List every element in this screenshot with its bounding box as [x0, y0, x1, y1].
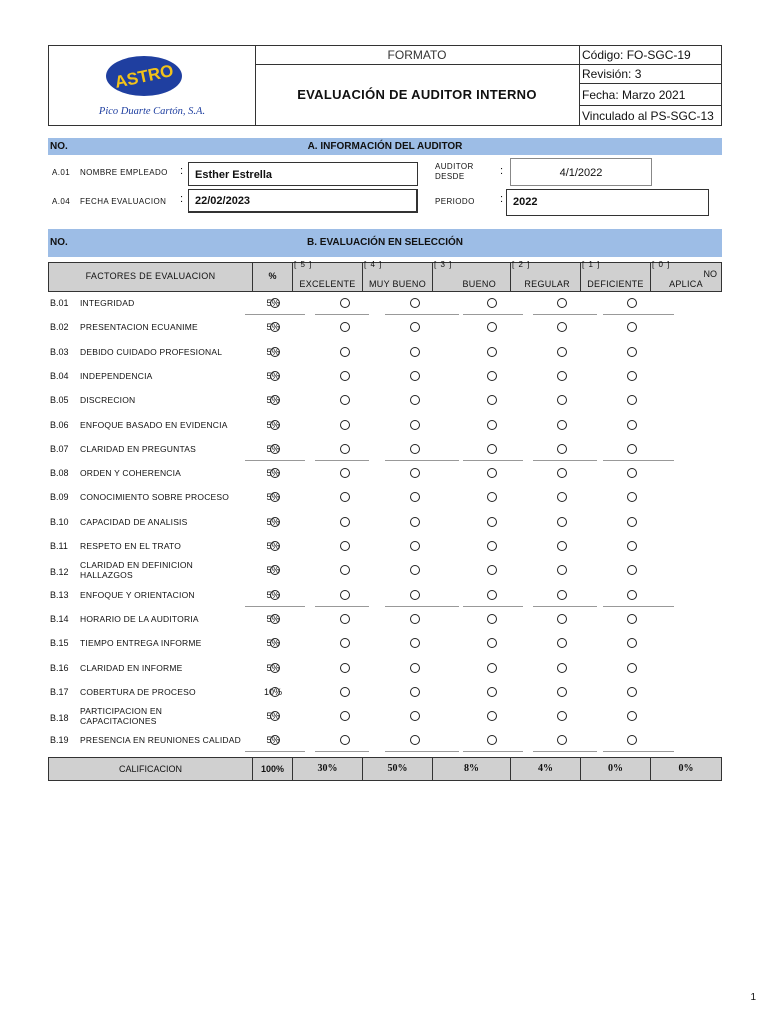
- radio-muy-bueno[interactable]: [340, 492, 350, 502]
- table-row: [48, 341, 722, 365]
- doc-code: Código: FO-SGC-19: [580, 46, 721, 65]
- radio-deficiente[interactable]: [557, 395, 567, 405]
- company-name: Pico Duarte Cartón, S.A.: [98, 106, 206, 117]
- row-code: B.12: [50, 567, 69, 578]
- row-weight: 10%: [263, 686, 282, 697]
- radio-muy-bueno[interactable]: [340, 614, 350, 624]
- radio-deficiente[interactable]: [557, 565, 567, 575]
- radio-deficiente[interactable]: [557, 322, 567, 332]
- col-excelente: [ 5 ] EXCELENTE: [293, 263, 363, 291]
- row-underline: [654, 751, 674, 752]
- radio-regular[interactable]: [487, 517, 497, 527]
- document-header: [48, 45, 722, 126]
- row-underline: [654, 314, 674, 315]
- radio-deficiente[interactable]: [557, 444, 567, 454]
- score-excelente: 30%: [293, 758, 363, 780]
- a04-code: A.04: [52, 197, 71, 206]
- radio-regular[interactable]: [487, 565, 497, 575]
- score-footer: [48, 757, 722, 781]
- radio-bueno[interactable]: [410, 614, 420, 624]
- score-bueno: 8%: [433, 758, 511, 780]
- radio-excelente[interactable]: [270, 590, 280, 600]
- row-underline: [654, 460, 674, 461]
- radio-excelente[interactable]: [270, 541, 280, 551]
- radio-excelente[interactable]: [270, 687, 280, 697]
- radio-regular[interactable]: [487, 468, 497, 478]
- col-pct: %: [253, 263, 293, 291]
- row-factor: CLARIDAD EN PREGUNTAS: [80, 443, 196, 454]
- row-factor: CONOCIMIENTO SOBRE PROCESO: [80, 492, 230, 503]
- a04-label: FECHA EVALUACION: [80, 197, 167, 206]
- evaluation-table-header: [48, 262, 722, 292]
- radio-no-aplica[interactable]: [627, 395, 637, 405]
- doc-revision: Revisión: 3: [580, 65, 721, 84]
- doc-linked: Vinculado al PS-SGC-13: [582, 109, 714, 123]
- row-factor: INDEPENDENCIA: [80, 370, 153, 381]
- radio-bueno[interactable]: [410, 541, 420, 551]
- row-factor: DISCRECION: [80, 395, 136, 406]
- radio-bueno[interactable]: [410, 663, 420, 673]
- row-underline: [654, 606, 674, 607]
- radio-excelente[interactable]: [270, 347, 280, 357]
- format-label: FORMATO: [255, 46, 580, 65]
- radio-muy-bueno[interactable]: [340, 371, 350, 381]
- row-weight: 5%: [266, 298, 280, 308]
- table-row: [48, 292, 722, 316]
- row-factor: HORARIO DE LA AUDITORIA: [80, 613, 199, 624]
- row-underline: [315, 606, 369, 607]
- radio-deficiente[interactable]: [557, 347, 567, 357]
- row-underline: [385, 314, 459, 315]
- radio-no-aplica[interactable]: [627, 347, 637, 357]
- row-weight: 5%: [266, 516, 280, 527]
- table-row: [48, 365, 722, 389]
- radio-no-aplica[interactable]: [627, 614, 637, 624]
- row-code: B.04: [50, 370, 69, 381]
- evaluation-date-field[interactable]: 22/02/2023: [188, 189, 418, 213]
- radio-deficiente[interactable]: [557, 735, 567, 745]
- row-code: B.02: [50, 322, 69, 333]
- radio-regular[interactable]: [487, 298, 497, 308]
- row-underline: [463, 314, 523, 315]
- radio-no-aplica[interactable]: [627, 298, 637, 308]
- row-underline: [385, 460, 459, 461]
- row-factor: ORDEN Y COHERENCIA: [80, 468, 182, 479]
- logo-text: ASTRO: [113, 61, 176, 92]
- periodo-colon: :: [500, 193, 504, 205]
- radio-no-aplica[interactable]: [627, 687, 637, 697]
- radio-bueno[interactable]: [410, 298, 420, 308]
- row-weight: 5%: [266, 395, 280, 406]
- auditor-desde-label: AUDITOR DESDE: [435, 162, 474, 181]
- table-row: [48, 632, 722, 656]
- radio-regular[interactable]: [487, 638, 497, 648]
- row-underline: [245, 460, 305, 461]
- section-b-title: B. EVALUACIÓN EN SELECCIÓN: [307, 237, 463, 248]
- row-weight: 5%: [266, 492, 280, 503]
- radio-no-aplica[interactable]: [627, 590, 637, 600]
- row-factor: CLARIDAD EN INFORME: [80, 662, 183, 673]
- logo-cell: [49, 46, 256, 125]
- radio-excelente[interactable]: [270, 298, 280, 308]
- doc-title: EVALUACIÓN DE AUDITOR INTERNO: [255, 65, 580, 125]
- radio-muy-bueno[interactable]: [340, 395, 350, 405]
- radio-regular[interactable]: [487, 420, 497, 430]
- employee-name-field[interactable]: Esther Estrella: [188, 162, 418, 186]
- radio-regular[interactable]: [487, 541, 497, 551]
- auditor-since-field[interactable]: 4/1/2022: [510, 158, 652, 186]
- row-code: B.11: [50, 541, 68, 551]
- table-row: [48, 705, 722, 729]
- table-row: [48, 389, 722, 413]
- radio-regular[interactable]: [487, 347, 497, 357]
- a01-code: A.01: [52, 168, 71, 177]
- radio-no-aplica[interactable]: [627, 517, 637, 527]
- col-bueno: [ 3 ] BUENO: [433, 263, 511, 291]
- periodo-label: PERIODO: [435, 197, 475, 206]
- row-underline: [463, 606, 523, 607]
- radio-no-aplica[interactable]: [627, 735, 637, 745]
- row-code: B.10: [50, 516, 69, 527]
- table-row: [48, 535, 722, 559]
- radio-no-aplica[interactable]: [627, 541, 637, 551]
- radio-bueno[interactable]: [410, 347, 420, 357]
- section-b-bar: [48, 229, 722, 257]
- row-underline: [463, 751, 523, 752]
- table-row: [48, 729, 722, 753]
- score-no-aplica: 0%: [678, 763, 694, 774]
- radio-muy-bueno[interactable]: [340, 687, 350, 697]
- row-weight: 5%: [266, 613, 280, 624]
- score-muy-bueno: 50%: [363, 758, 433, 780]
- a04-colon: :: [180, 193, 184, 205]
- row-underline: [245, 314, 305, 315]
- row-factor: PARTICIPACION EN CAPACITACIONES: [80, 706, 163, 727]
- radio-muy-bueno[interactable]: [340, 444, 350, 454]
- radio-muy-bueno[interactable]: [340, 590, 350, 600]
- row-code: B.18: [50, 713, 69, 724]
- table-row: [48, 681, 722, 705]
- row-weight: 5%: [266, 589, 280, 600]
- row-code: B.17: [50, 686, 69, 697]
- row-underline: [245, 751, 305, 752]
- score-deficiente: 0%: [581, 758, 651, 780]
- radio-deficiente[interactable]: [557, 711, 567, 721]
- radio-deficiente[interactable]: [557, 371, 567, 381]
- table-row: [48, 511, 722, 535]
- row-underline: [385, 606, 459, 607]
- row-code: B.03: [50, 346, 69, 357]
- table-row: [48, 462, 722, 486]
- radio-muy-bueno[interactable]: [340, 541, 350, 551]
- row-code: B.05: [50, 395, 69, 406]
- radio-regular[interactable]: [487, 735, 497, 745]
- radio-bueno[interactable]: [410, 735, 420, 745]
- a01-colon: :: [180, 165, 184, 177]
- row-underline: [315, 751, 369, 752]
- radio-excelente[interactable]: [270, 444, 280, 454]
- radio-deficiente[interactable]: [557, 468, 567, 478]
- astro-logo: [104, 54, 184, 98]
- row-code: B.09: [50, 492, 69, 503]
- section-a-title: A. INFORMACIÓN DEL AUDITOR: [307, 141, 463, 152]
- radio-bueno[interactable]: [410, 687, 420, 697]
- row-factor: CAPACIDAD DE ANALISIS: [80, 516, 188, 527]
- radio-regular[interactable]: [487, 711, 497, 721]
- radio-deficiente[interactable]: [557, 614, 567, 624]
- radio-bueno[interactable]: [410, 444, 420, 454]
- radio-regular[interactable]: [487, 663, 497, 673]
- period-field[interactable]: 2022: [506, 189, 709, 216]
- col-deficiente: [ 1 ] DEFICIENTE: [581, 263, 651, 291]
- row-underline: [533, 460, 597, 461]
- row-weight: 5%: [266, 443, 280, 454]
- radio-excelente[interactable]: [270, 420, 280, 430]
- section-a-bar: [48, 138, 722, 155]
- radio-bueno[interactable]: [410, 711, 420, 721]
- row-weight: 5%: [266, 468, 280, 479]
- radio-regular[interactable]: [487, 371, 497, 381]
- row-code: B.13: [50, 589, 69, 600]
- row-code: B.01: [50, 298, 69, 308]
- row-factor: PRESENCIA EN REUNIONES CALIDAD: [80, 735, 241, 746]
- radio-no-aplica[interactable]: [627, 492, 637, 502]
- row-code: B.19: [50, 735, 69, 746]
- row-weight: 5%: [266, 735, 280, 746]
- row-factor: ENFOQUE Y ORIENTACION: [80, 589, 195, 600]
- radio-regular[interactable]: [487, 395, 497, 405]
- page-number: 1: [750, 992, 756, 1003]
- radio-muy-bueno[interactable]: [340, 735, 350, 745]
- radio-muy-bueno[interactable]: [340, 468, 350, 478]
- radio-muy-bueno[interactable]: [340, 663, 350, 673]
- radio-bueno[interactable]: [410, 322, 420, 332]
- radio-bueno[interactable]: [410, 371, 420, 381]
- radio-bueno[interactable]: [410, 638, 420, 648]
- row-weight: 5%: [266, 370, 280, 381]
- row-factor: CLARIDAD EN DEFINICION HALLAZGOS: [80, 560, 194, 581]
- radio-no-aplica[interactable]: [627, 420, 637, 430]
- radio-regular[interactable]: [487, 322, 497, 332]
- radio-excelente[interactable]: [270, 614, 280, 624]
- calificacion-label: CALIFICACION: [49, 758, 253, 780]
- radio-no-aplica[interactable]: [627, 444, 637, 454]
- row-weight: 5%: [266, 662, 280, 673]
- radio-deficiente[interactable]: [557, 541, 567, 551]
- radio-deficiente[interactable]: [557, 687, 567, 697]
- row-factor: TIEMPO ENTREGA INFORME: [80, 638, 202, 649]
- row-underline: [463, 460, 523, 461]
- table-row: [48, 608, 722, 632]
- section-b-no: NO.: [50, 237, 68, 248]
- radio-muy-bueno[interactable]: [340, 322, 350, 332]
- radio-no-aplica[interactable]: [627, 322, 637, 332]
- row-weight: 5%: [266, 346, 280, 357]
- radio-no-aplica[interactable]: [627, 468, 637, 478]
- table-row: [48, 657, 722, 681]
- row-weight: 5%: [266, 565, 280, 576]
- row-code: B.08: [50, 468, 69, 479]
- row-factor: INTEGRIDAD: [80, 298, 135, 308]
- row-factor: PRESENTACION ECUANIME: [80, 322, 198, 333]
- row-weight: 5%: [266, 711, 280, 722]
- radio-muy-bueno[interactable]: [340, 347, 350, 357]
- row-weight: 5%: [266, 322, 280, 333]
- row-underline: [245, 606, 305, 607]
- row-weight: 5%: [266, 638, 280, 649]
- radio-bueno[interactable]: [410, 565, 420, 575]
- radio-deficiente[interactable]: [557, 517, 567, 527]
- radio-muy-bueno[interactable]: [340, 517, 350, 527]
- row-underline: [533, 606, 597, 607]
- table-row: [48, 438, 722, 462]
- radio-excelente[interactable]: [270, 371, 280, 381]
- radio-muy-bueno[interactable]: [340, 638, 350, 648]
- radio-no-aplica[interactable]: [627, 565, 637, 575]
- section-a-no: NO.: [50, 141, 68, 152]
- row-underline: [385, 751, 459, 752]
- col-no-aplica: [ 0 ] NO APLICA: [652, 260, 717, 289]
- radio-deficiente[interactable]: [557, 590, 567, 600]
- row-code: B.14: [50, 613, 69, 624]
- radio-no-aplica[interactable]: [627, 371, 637, 381]
- row-factor: RESPETO EN EL TRATO: [80, 541, 182, 551]
- radio-deficiente[interactable]: [557, 420, 567, 430]
- row-weight: 5%: [266, 419, 280, 430]
- row-underline: [315, 314, 369, 315]
- col-regular: [ 2 ] REGULAR: [511, 263, 581, 291]
- radio-bueno[interactable]: [410, 517, 420, 527]
- table-row: [48, 414, 722, 438]
- row-factor: ENFOQUE BASADO EN EVIDENCIA: [80, 419, 228, 430]
- col-muy-bueno: [ 4 ] MUY BUENO: [363, 263, 433, 291]
- row-code: B.15: [50, 638, 69, 649]
- table-row: [48, 486, 722, 510]
- radio-excelente[interactable]: [270, 663, 280, 673]
- radio-regular[interactable]: [487, 590, 497, 600]
- table-row: [48, 316, 722, 340]
- radio-no-aplica[interactable]: [627, 711, 637, 721]
- radio-muy-bueno[interactable]: [340, 711, 350, 721]
- col-factores: FACTORES DE EVALUACION: [49, 263, 253, 291]
- total-pct: 100%: [253, 758, 293, 780]
- radio-deficiente[interactable]: [557, 298, 567, 308]
- table-row: [48, 559, 722, 583]
- row-code: B.07: [50, 443, 69, 454]
- radio-deficiente[interactable]: [557, 492, 567, 502]
- radio-muy-bueno[interactable]: [340, 298, 350, 308]
- radio-muy-bueno[interactable]: [340, 420, 350, 430]
- radio-no-aplica[interactable]: [627, 638, 637, 648]
- row-code: B.16: [50, 662, 69, 673]
- row-weight: 5%: [266, 541, 280, 551]
- score-regular: 4%: [511, 758, 581, 780]
- radio-bueno[interactable]: [410, 590, 420, 600]
- a01-label: NOMBRE EMPLEADO: [80, 168, 168, 177]
- radio-excelente[interactable]: [270, 517, 280, 527]
- radio-regular[interactable]: [487, 492, 497, 502]
- auditor-desde-colon: :: [500, 165, 504, 177]
- row-factor: COBERTURA DE PROCESO: [80, 686, 196, 697]
- table-row: [48, 584, 722, 608]
- radio-bueno[interactable]: [410, 420, 420, 430]
- radio-no-aplica[interactable]: [627, 663, 637, 673]
- radio-deficiente[interactable]: [557, 663, 567, 673]
- radio-muy-bueno[interactable]: [340, 565, 350, 575]
- row-underline: [533, 751, 597, 752]
- row-underline: [315, 460, 369, 461]
- radio-bueno[interactable]: [410, 468, 420, 478]
- row-code: B.06: [50, 419, 69, 430]
- doc-date: Fecha: Marzo 2021: [580, 84, 721, 106]
- row-factor: DEBIDO CUIDADO PROFESIONAL: [80, 346, 223, 357]
- radio-bueno[interactable]: [410, 492, 420, 502]
- radio-regular[interactable]: [487, 444, 497, 454]
- radio-bueno[interactable]: [410, 395, 420, 405]
- radio-regular[interactable]: [487, 687, 497, 697]
- radio-deficiente[interactable]: [557, 638, 567, 648]
- radio-regular[interactable]: [487, 614, 497, 624]
- row-underline: [533, 314, 597, 315]
